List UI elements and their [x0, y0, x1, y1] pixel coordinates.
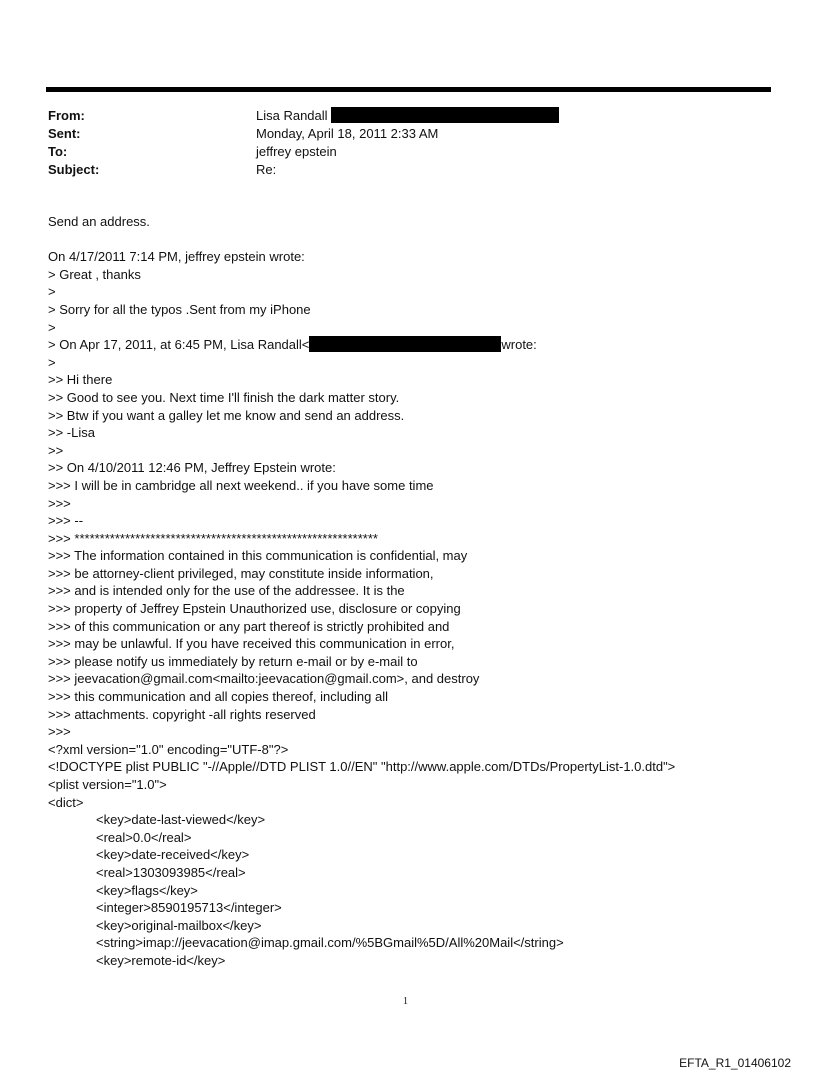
body-line: > Great , thanks: [48, 266, 141, 282]
body-line: >>> ************************************************************: [48, 530, 378, 546]
xml-line: <!DOCTYPE plist PUBLIC "-//Apple//DTD PLIST 1.0//EN" "http://www.apple.com/DTDs/PropertyList-1.0.dtd">: [48, 759, 676, 775]
from-value: [256, 107, 559, 125]
from-name: Lisa Randall: [256, 108, 328, 123]
body-line: >>> may be unlawful. If you have received this communication in error,: [48, 636, 455, 652]
xml-line: <key>original-mailbox</key>: [96, 917, 262, 933]
body-line: Send an address.: [48, 214, 150, 229]
page-number: 1: [403, 996, 408, 1007]
xml-line: <dict>: [48, 794, 84, 810]
quoted-header-wrote: wrote:: [501, 337, 537, 353]
body-line: >> Hi there: [48, 372, 113, 388]
body-line: >: [48, 354, 56, 370]
xml-line: <key>date-received</key>: [96, 847, 250, 863]
body-line: >>> and is intended only for the use of the addressee. It is the: [48, 583, 405, 599]
body-line: >>>: [48, 495, 71, 511]
body-line: >>> I will be in cambridge all next weekend.. if you have some time: [48, 477, 434, 493]
body-line: >: [48, 319, 56, 335]
body-line: >>> --: [48, 513, 84, 529]
header-rule: [46, 87, 771, 92]
body-line: >>> The information contained in this communication is confidential, may: [48, 548, 468, 564]
body-line: >>> jeevacation@gmail.com<mailto:jeevacation@gmail.com>, and destroy: [48, 671, 480, 687]
xml-line: <key>flags</key>: [96, 882, 198, 898]
redaction-bar: [309, 336, 501, 352]
body-line: >>: [48, 442, 64, 458]
xml-line: <integer>8590195713</integer>: [96, 900, 282, 916]
body-line: >>>: [48, 724, 71, 740]
body-line: >>> be attorney-client privileged, may constitute inside information,: [48, 565, 434, 581]
quoted-header-text: > On Apr 17, 2011, at 6:45 PM, Lisa Randall<: [48, 337, 310, 353]
xml-line: <plist version="1.0">: [48, 777, 167, 792]
sent-label: Sent:: [48, 126, 81, 141]
body-line: >> On 4/10/2011 12:46 PM, Jeffrey Epstein wrote:: [48, 460, 336, 476]
body-line-blank: [48, 231, 788, 249]
body-line: >> Btw if you want a galley let me know and send an address.: [48, 407, 405, 423]
body-line: >: [48, 284, 56, 300]
document-id: EFTA_R1_01406102: [679, 1056, 791, 1070]
body-line: On 4/17/2011 7:14 PM, jeffrey epstein wrote:: [48, 249, 305, 265]
xml-line: <real>1303093985</real>: [96, 864, 246, 880]
body-line: >>> property of Jeffrey Epstein Unauthorized use, disclosure or copying: [48, 601, 461, 617]
to-label: To:: [48, 144, 68, 159]
to-value: jeffrey epstein: [256, 144, 337, 159]
subject-value: Re:: [256, 162, 277, 177]
body-line: >> -Lisa: [48, 425, 95, 441]
body-line: >>> of this communication or any part thereof is strictly prohibited and: [48, 618, 450, 634]
redaction-bar: [331, 107, 559, 123]
sent-value: Monday, April 18, 2011 2:33 AM: [256, 126, 439, 141]
xml-line: <string>imap://jeevacation@imap.gmail.com/%5BGmail%5D/All%20Mail</string>: [96, 935, 564, 951]
subject-label: Subject:: [48, 162, 100, 177]
xml-line: <?xml version="1.0" encoding="UTF-8"?>: [48, 741, 289, 757]
xml-line: <key>remote-id</key>: [96, 952, 226, 968]
body-line: > Sorry for all the typos .Sent from my iPhone: [48, 301, 311, 317]
from-label: From:: [48, 108, 85, 123]
xml-line: <key>date-last-viewed</key>: [96, 812, 266, 828]
body-line: >>> this communication and all copies thereof, including all: [48, 689, 389, 705]
body-line: >>> please notify us immediately by return e-mail or by e-mail to: [48, 653, 418, 669]
xml-line: <real>0.0</real>: [96, 829, 192, 845]
body-line: >>> attachments. copyright -all rights reserved: [48, 706, 316, 722]
body-line: >> Good to see you. Next time I'll finish the dark matter story.: [48, 389, 400, 405]
body-line-with-redaction: [48, 336, 788, 354]
email-body: [48, 213, 788, 970]
